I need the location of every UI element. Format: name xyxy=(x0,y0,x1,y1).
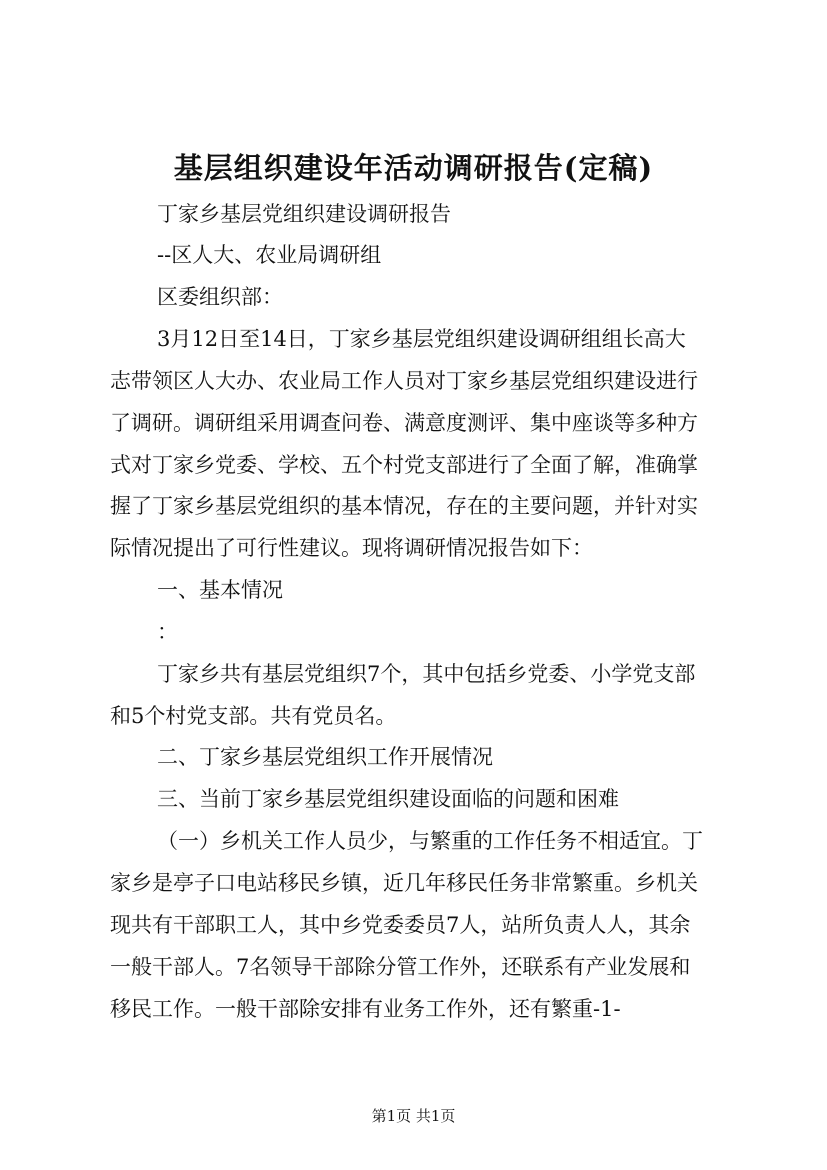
body-line: 和5个村党支部。共有党员名。 xyxy=(110,704,397,728)
body-line: 一般干部人。7名领导干部除分管工作外，还联系有产业发展和 xyxy=(110,955,691,979)
body-line: 家乡是亭子口电站移民乡镇，近几年移民任务非常繁重。乡机关 xyxy=(110,871,698,895)
body-line: （一）乡机关工作人员少，与繁重的工作任务不相适宜。丁 xyxy=(157,829,703,853)
body-line: 3月12日至14日，丁家乡基层党组织建设调研组组长高大 xyxy=(157,327,686,351)
body-line: 式对丁家乡党委、学校、五个村党支部进行了全面了解，准确掌 xyxy=(110,453,698,477)
section-heading: 二、丁家乡基层党组织工作开展情况 xyxy=(157,745,493,769)
body-line: 志带领区人大办、农业局工作人员对丁家乡基层党组织建设进行 xyxy=(110,369,698,393)
body-line: ： xyxy=(157,620,178,644)
body-line: 了调研。调研组采用调查问卷、满意度测评、集中座谈等多种方 xyxy=(110,411,698,435)
body-line: 现共有干部职工人，其中乡党委委员7人，站所负责人人，其余 xyxy=(110,913,691,937)
subtitle-line: 丁家乡基层党组织建设调研报告 xyxy=(157,202,451,226)
section-heading: 三、当前丁家乡基层党组织建设面临的问题和困难 xyxy=(157,787,619,811)
body-line: 丁家乡共有基层党组织7个，其中包括乡党委、小学党支部 xyxy=(157,662,696,686)
recipient-line: 区委组织部： xyxy=(157,285,283,309)
page-number-footer: 第1页 共1页 xyxy=(371,1107,456,1125)
body-line: 际情况提出了可行性建议。现将调研情况报告如下： xyxy=(110,536,593,560)
body-line: 移民工作。一般干部除安排有业务工作外，还有繁重-1- xyxy=(110,997,621,1021)
document-title: 基层组织建设年活动调研报告(定稿) xyxy=(173,151,654,185)
body-line: 握了丁家乡基层党组织的基本情况，存在的主要问题，并针对实 xyxy=(110,494,698,518)
section-heading: 一、基本情况 xyxy=(157,578,283,602)
author-line: --区人大、农业局调研组 xyxy=(157,243,382,267)
